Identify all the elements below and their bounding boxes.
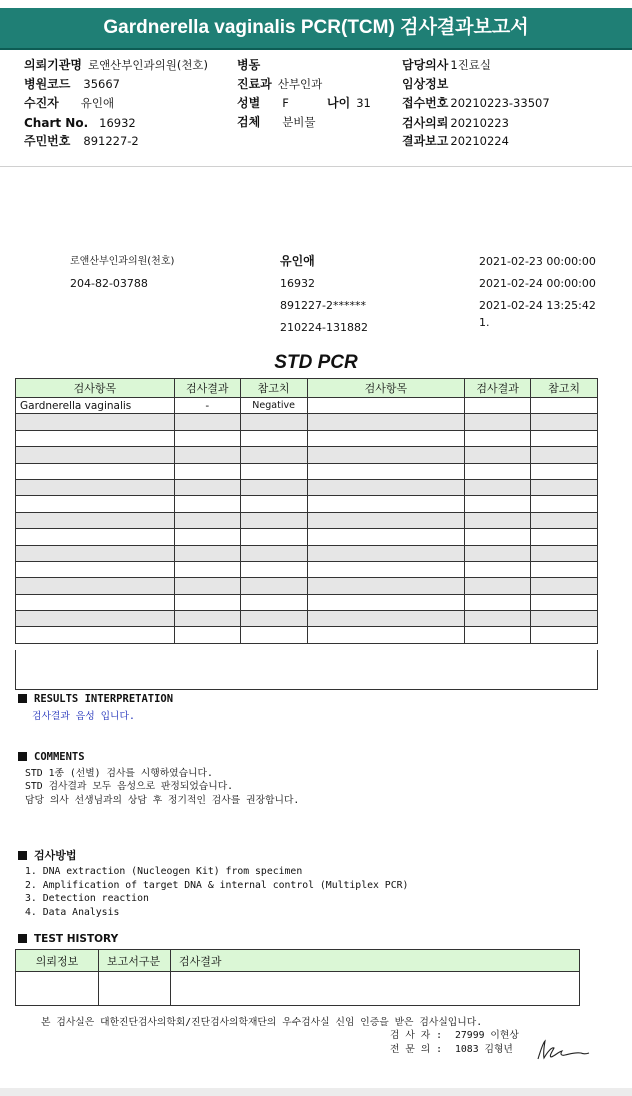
header-age: 나이 31 (327, 96, 371, 110)
method-line: 3. Detection reaction (25, 893, 149, 904)
results-cell (307, 414, 465, 430)
results-cell (465, 463, 531, 479)
results-row (16, 463, 598, 479)
results-cell (240, 561, 307, 577)
footer-statement: 본 검사실은 대한진단검사의학회/진단검사의학재단의 우수검사실 신임 인증을 받은 검사실입니다. (41, 1017, 483, 1028)
results-row (16, 430, 598, 446)
method-line: 1. DNA extraction (Nucleogen Kit) from specimen (25, 866, 303, 877)
results-cell (174, 414, 240, 430)
header-department: 진료과 산부인과 (237, 77, 323, 91)
header-ward: 병동 (237, 58, 261, 72)
results-cell: Gardnerella vaginalis (16, 398, 175, 414)
results-cell (465, 594, 531, 610)
results-header-cell: 참고치 (240, 379, 307, 398)
results-cell (465, 496, 531, 512)
results-cell (465, 627, 531, 643)
results-row (16, 414, 598, 430)
results-cell (531, 529, 598, 545)
header-hospital-code: 병원코드 35667 (24, 77, 120, 91)
results-cell (465, 611, 531, 627)
bullet-square-icon (18, 851, 27, 860)
header-request-date: 검사의뢰 20210223 (402, 116, 509, 130)
results-cell (531, 414, 598, 430)
results-cell (465, 578, 531, 594)
results-row (16, 529, 598, 545)
patient-date-2: 2021-02-24 00:00:00 (479, 277, 596, 290)
results-header-cell: 참고치 (531, 379, 598, 398)
results-table (15, 378, 598, 644)
results-header-cell: 검사항목 (307, 379, 465, 398)
results-cell (531, 627, 598, 643)
bullet-square-icon (18, 694, 27, 703)
history-header-cell: 보고서구분 (99, 950, 171, 972)
bullet-square-icon (18, 752, 27, 761)
results-cell (307, 463, 465, 479)
results-cell (16, 611, 175, 627)
results-cell (174, 496, 240, 512)
signature-icon (535, 1037, 591, 1063)
interpretation-heading: RESULTS INTERPRETATION (34, 693, 174, 705)
patient-date-3: 2021-02-24 13:25:42 (479, 299, 596, 312)
comments-line: STD 검사결과 모두 음성으로 판정되었습니다. (25, 781, 234, 792)
results-cell (16, 545, 175, 561)
results-cell (307, 627, 465, 643)
history-cell (16, 972, 99, 1006)
header-doctor: 담당의사 1진료실 (402, 58, 492, 72)
results-cell (174, 512, 240, 528)
method-line: 2. Amplification of target DNA & internal control (Multiplex PCR) (25, 879, 409, 891)
results-cell (531, 447, 598, 463)
results-cell (465, 447, 531, 463)
results-cell (174, 594, 240, 610)
results-cell (307, 479, 465, 495)
results-row (16, 512, 598, 528)
footer-examiner: 27999 이현상 (455, 1030, 519, 1041)
results-cell (531, 398, 598, 414)
results-cell (307, 447, 465, 463)
results-cell (16, 512, 175, 528)
results-row (16, 545, 598, 561)
patient-chart: 16932 (280, 277, 315, 290)
results-cell (174, 545, 240, 561)
results-cell (531, 512, 598, 528)
results-cell (174, 578, 240, 594)
results-cell (174, 627, 240, 643)
results-cell (240, 512, 307, 528)
results-cell (240, 463, 307, 479)
results-row (16, 479, 598, 495)
patient-name: 유인애 (280, 254, 315, 268)
header-resident-no: 주민번호 891227-2 (24, 134, 139, 148)
results-cell (16, 627, 175, 643)
results-cell (174, 447, 240, 463)
results-row (16, 561, 598, 577)
history-cell (171, 972, 580, 1006)
results-cell (240, 414, 307, 430)
results-cell (16, 430, 175, 446)
section-title: STD PCR (274, 352, 358, 373)
results-body (16, 398, 598, 644)
results-cell (16, 594, 175, 610)
patient-page: 1. (479, 316, 490, 329)
results-cell (531, 611, 598, 627)
results-cell (531, 430, 598, 446)
patient-clinic: 로앤산부인과의원(천호) (70, 256, 175, 267)
results-cell (465, 545, 531, 561)
results-table-footer-box (15, 650, 598, 690)
results-cell (307, 545, 465, 561)
results-cell (307, 398, 465, 414)
interpretation-section (18, 693, 173, 723)
history-cell (99, 972, 171, 1006)
results-cell (465, 479, 531, 495)
header-report-date: 결과보고 20210224 (402, 134, 509, 148)
results-cell (16, 578, 175, 594)
results-cell (465, 430, 531, 446)
header-receipt-no: 접수번호 20210223-33507 (402, 96, 550, 110)
results-cell (307, 430, 465, 446)
results-cell (240, 627, 307, 643)
header-specimen: 검체 분비물 (237, 115, 316, 129)
results-row (16, 627, 598, 643)
results-cell (240, 578, 307, 594)
results-cell (16, 414, 175, 430)
results-row (16, 611, 598, 627)
results-cell (307, 496, 465, 512)
results-cell (174, 479, 240, 495)
results-cell (16, 561, 175, 577)
comments-line: STD 1종 (선별) 검사를 시행하였습니다. (25, 767, 213, 779)
results-cell (307, 578, 465, 594)
results-cell (174, 561, 240, 577)
header-client-org: 의뢰기관명 로앤산부인과의원(천호) (24, 58, 209, 72)
comments-section (18, 751, 299, 807)
comments-line: 담당 의사 선생님과의 상담 후 정기적인 검사를 권장합니다. (25, 794, 300, 806)
results-cell (307, 561, 465, 577)
results-cell (307, 611, 465, 627)
results-cell (465, 561, 531, 577)
results-cell (307, 529, 465, 545)
bullet-square-icon (18, 934, 27, 943)
results-cell (240, 611, 307, 627)
results-cell (16, 447, 175, 463)
results-header-row (16, 379, 598, 398)
report-title: Gardnerella vaginalis PCR(TCM) 검사결과보고서 (0, 8, 632, 50)
patient-biz-no: 204-82-03788 (70, 277, 148, 290)
results-cell (531, 463, 598, 479)
results-cell (531, 578, 598, 594)
patient-report-no: 210224-131882 (280, 321, 368, 334)
history-table (15, 949, 580, 1006)
results-cell (240, 447, 307, 463)
results-header-cell: 검사결과 (465, 379, 531, 398)
results-cell (240, 479, 307, 495)
results-cell (307, 512, 465, 528)
results-row (16, 594, 598, 610)
interpretation-text: 검사결과 음성 입니다. (32, 710, 135, 722)
results-cell (240, 545, 307, 561)
patient-id: 891227-2****** (280, 299, 366, 312)
results-cell (465, 398, 531, 414)
header-clinical-info: 임상정보 (402, 77, 449, 91)
footer-specialist: 1083 김형년 (455, 1044, 513, 1055)
results-cell (16, 496, 175, 512)
results-row (16, 578, 598, 594)
history-header-cell: 검사결과 (171, 950, 580, 972)
history-heading: TEST HISTORY (34, 933, 119, 945)
results-cell (307, 594, 465, 610)
results-row (16, 398, 598, 414)
patient-date-1: 2021-02-23 00:00:00 (479, 255, 596, 268)
header-patient: 수진자 유인애 (24, 96, 115, 110)
results-row (16, 496, 598, 512)
results-cell (531, 545, 598, 561)
results-cell: - (174, 398, 240, 414)
results-cell (174, 611, 240, 627)
comments-heading: COMMENTS (34, 751, 85, 763)
results-cell (240, 430, 307, 446)
header-chart-no: Chart No. 16932 (24, 116, 136, 130)
results-cell (531, 594, 598, 610)
results-cell (16, 529, 175, 545)
results-cell (240, 496, 307, 512)
method-heading: 검사방법 (34, 849, 77, 862)
results-header-cell: 검사항목 (16, 379, 175, 398)
results-cell (16, 463, 175, 479)
footer-examiner-label: 검 사 자 : (390, 1030, 442, 1041)
results-cell (531, 496, 598, 512)
method-section (18, 847, 408, 919)
history-section (18, 933, 118, 945)
results-cell (240, 529, 307, 545)
results-header-cell: 검사결과 (174, 379, 240, 398)
results-cell (531, 479, 598, 495)
results-cell (16, 479, 175, 495)
results-cell (174, 529, 240, 545)
method-line: 4. Data Analysis (25, 906, 120, 918)
results-cell (174, 463, 240, 479)
results-cell (465, 529, 531, 545)
history-header-row (16, 950, 580, 972)
results-row (16, 447, 598, 463)
footer-specialist-label: 전 문 의 : (390, 1044, 442, 1055)
results-cell (465, 414, 531, 430)
results-cell (465, 512, 531, 528)
history-row (16, 972, 580, 1006)
results-cell (531, 561, 598, 577)
results-cell (174, 430, 240, 446)
results-cell: Negative (240, 398, 307, 414)
header-divider (0, 166, 632, 167)
results-cell (240, 594, 307, 610)
header-sex: 성별 F (237, 96, 289, 110)
history-header-cell: 의뢰정보 (16, 950, 99, 972)
